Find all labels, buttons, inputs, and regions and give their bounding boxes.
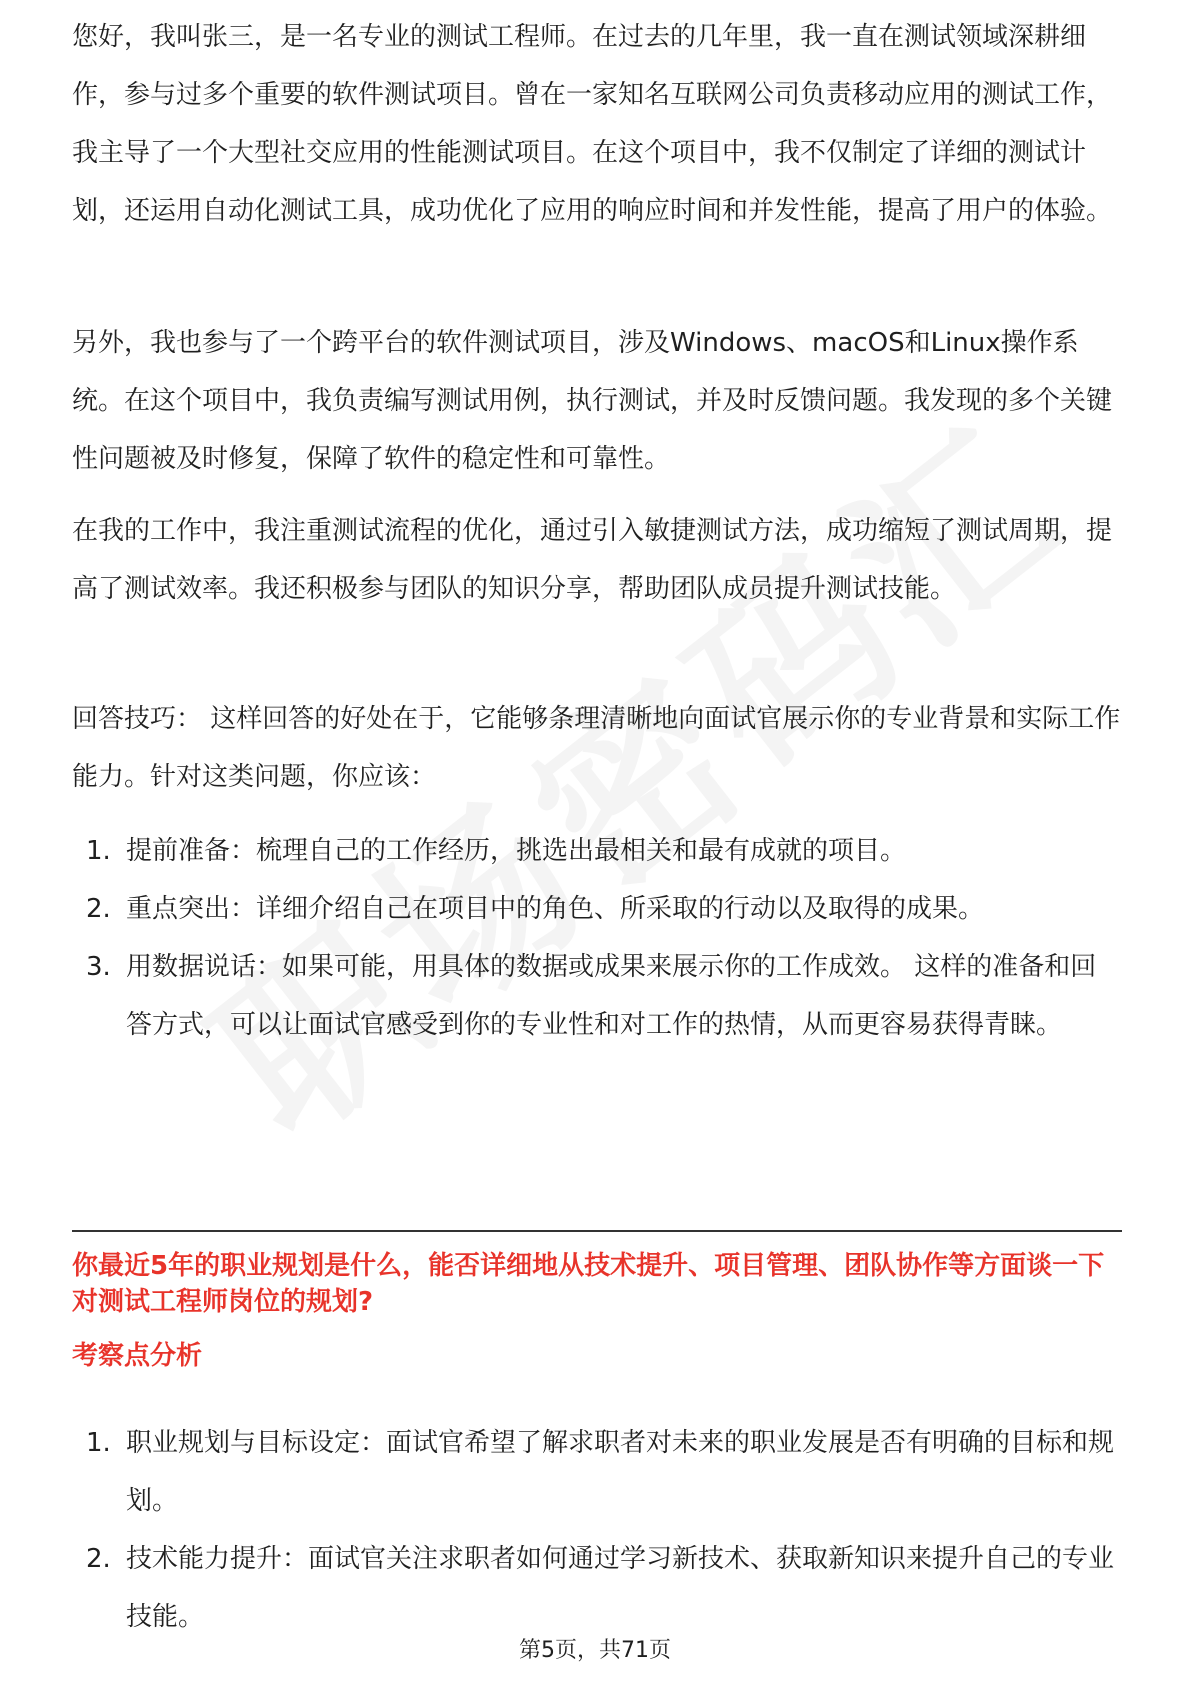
intro-paragraph-3: 在我的工作中，我注重测试流程的优化，通过引入敏捷测试方法，成功缩短了测试周期，提高了测试效率。我还积极参与团队的知识分享，帮助团队成员提升测试技能。 <box>72 516 1113 604</box>
analysis-heading: 考察点分析 <box>72 1341 203 1371</box>
intro-paragraph-2: 另外，我也参与了一个跨平台的软件测试项目，涉及Windows、macOS和Linux操作系统。在这个项目中，我负责编写测试用例，执行测试，并及时反馈问题。我发现的多个关键性问题被及时修复，保障了软件的稳定性和可靠性。 <box>72 328 1113 474</box>
list-text: 职业规划与目标设定：面试官希望了解求职者对未来的职业发展是否有明确的目标和规划。 <box>126 1428 1115 1516</box>
list-item <box>72 822 1122 880</box>
list-item <box>72 880 1122 938</box>
list-text: 技术能力提升：面试官关注求职者如何通过学习新技术、获取新知识来提升自己的专业技能。 <box>126 1544 1115 1632</box>
list-number: 2. <box>86 1544 111 1574</box>
tips-list <box>72 822 1122 1054</box>
list-item <box>72 1414 1122 1530</box>
section-divider <box>72 1230 1122 1232</box>
list-number: 2. <box>86 894 111 924</box>
list-number: 1. <box>86 836 111 866</box>
answer-tips-paragraph: 回答技巧： 这样回答的好处在于，它能够条理清晰地向面试官展示你的专业背景和实际工作能力。针对这类问题，你应该： <box>72 704 1121 792</box>
question-heading: 你最近5年的职业规划是什么，能否详细地从技术提升、项目管理、团队协作等方面谈一下对测试工程师岗位的规划? <box>72 1251 1105 1317</box>
list-text: 用数据说话：如果可能，用具体的数据或成果来展示你的工作成效。 这样的准备和回答方式，可以让面试官感受到你的专业性和对工作的热情，从而更容易获得青睐。 <box>126 952 1097 1040</box>
page-number: 第5页，共71页 <box>519 1638 671 1663</box>
list-number: 1. <box>86 1428 111 1458</box>
intro-paragraph-1: 您好，我叫张三，是一名专业的测试工程师。在过去的几年里，我一直在测试领域深耕细作，参与过多个重要的软件测试项目。曾在一家知名互联网公司负责移动应用的测试工作，我主导了一个大型社交应用的性能测试项目。在这个项目中，我不仅制定了详细的测试计划，还运用自动化测试工具，成功优化了应用的响应时间和并发性能，提高了用户的体验。 <box>72 22 1113 226</box>
list-item <box>72 938 1122 1054</box>
list-number: 3. <box>86 952 111 982</box>
list-text: 重点突出：详细介绍自己在项目中的角色、所采取的行动以及取得的成果。 <box>126 894 985 924</box>
list-item <box>72 1530 1122 1646</box>
analysis-list <box>72 1414 1122 1646</box>
list-text: 提前准备：梳理自己的工作经历，挑选出最相关和最有成就的项目。 <box>126 836 907 866</box>
